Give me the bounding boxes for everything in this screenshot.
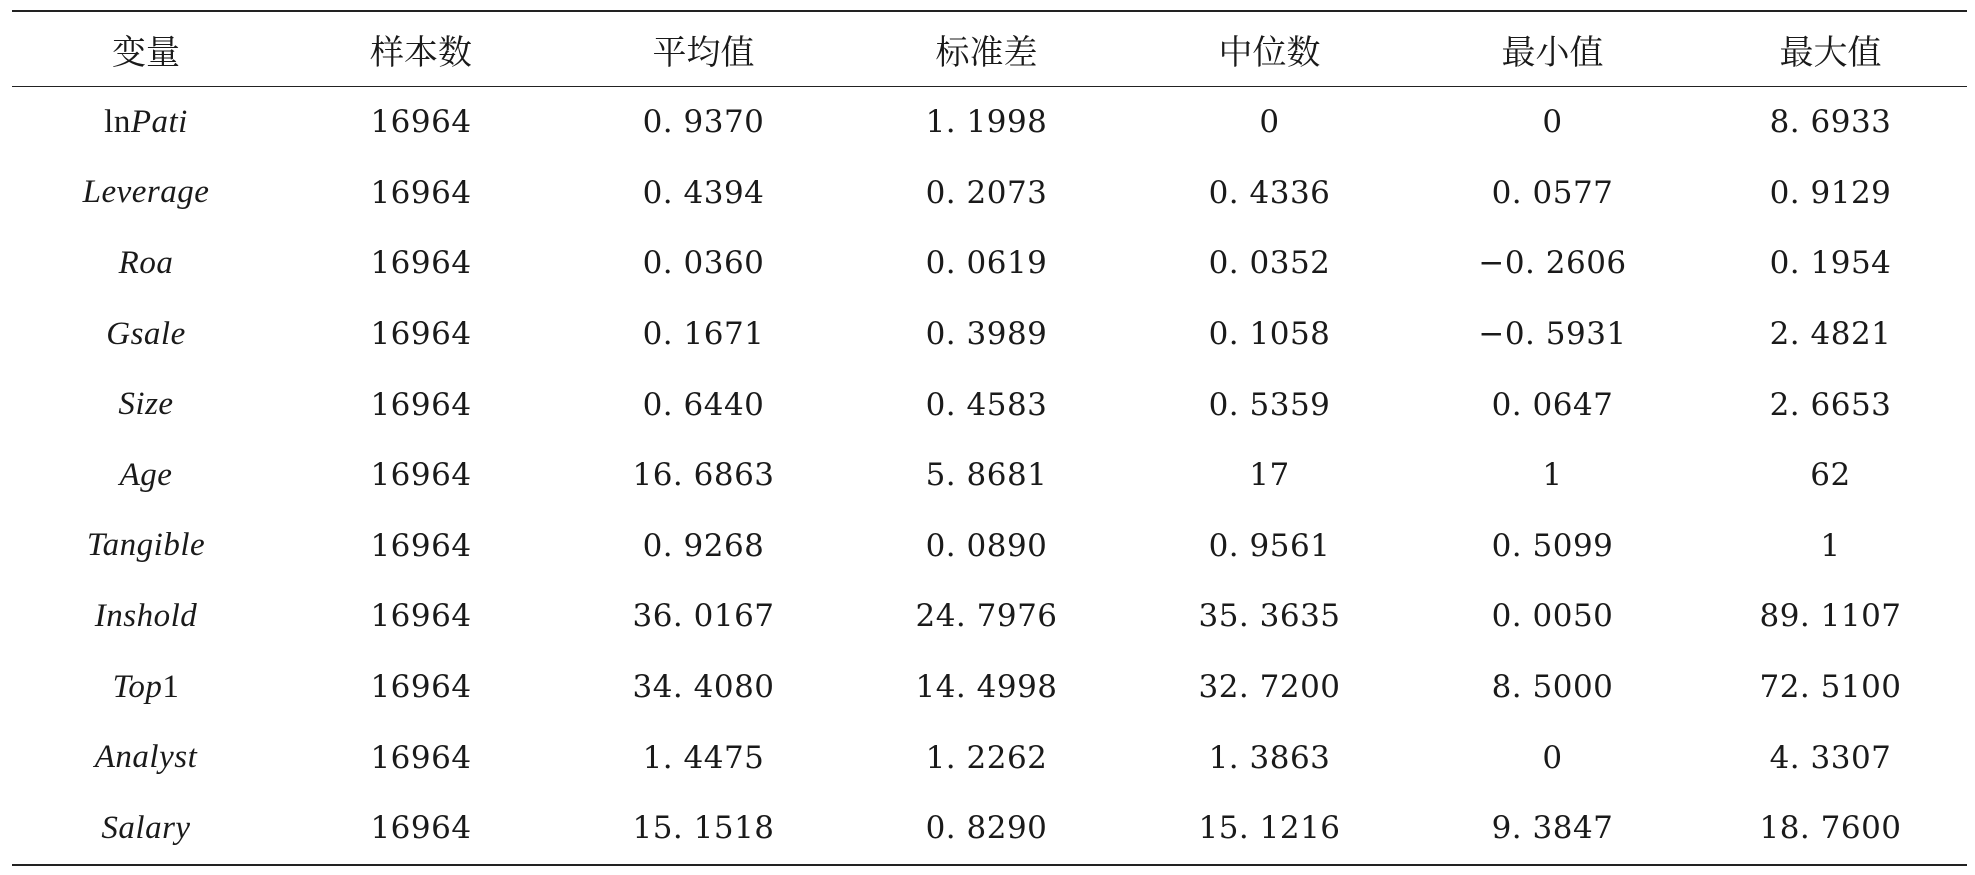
variable-name: Leverage xyxy=(82,174,210,211)
cell-std-dev: 24. 7976 xyxy=(915,598,1058,635)
cell-mean: 36. 0167 xyxy=(632,598,775,635)
cell-median: 0. 9561 xyxy=(1208,527,1331,564)
cell-mean: 0. 1671 xyxy=(642,316,765,353)
cell-median: 1. 3863 xyxy=(1208,739,1331,776)
cell-sample-count: 16964 xyxy=(370,104,472,141)
table-row xyxy=(12,369,1967,440)
cell-sample-count: 16964 xyxy=(370,810,472,847)
cell-max: 0. 1954 xyxy=(1769,245,1892,282)
cell-sample-count: 16964 xyxy=(370,386,472,423)
header-max: 最大值 xyxy=(1779,32,1882,73)
cell-min: 9. 3847 xyxy=(1491,810,1614,847)
variable-name: Pati xyxy=(130,103,188,140)
cell-median: 0. 0352 xyxy=(1208,245,1331,282)
cell-median: 32. 7200 xyxy=(1198,669,1341,706)
cell-median: 0 xyxy=(1259,104,1280,141)
cell-std-dev: 0. 4583 xyxy=(925,386,1048,423)
variable-name: Gsale xyxy=(106,315,186,352)
cell-min: 0. 0050 xyxy=(1491,598,1614,635)
cell-sample-count: 16964 xyxy=(370,739,472,776)
cell-std-dev: 0. 3989 xyxy=(925,316,1048,353)
cell-median: 0. 1058 xyxy=(1208,316,1331,353)
cell-sample-count: 16964 xyxy=(370,527,472,564)
cell-min: −0. 5931 xyxy=(1478,316,1627,353)
cell-min: 0 xyxy=(1542,739,1563,776)
table-row xyxy=(12,299,1967,370)
variable-name: Age xyxy=(119,456,173,493)
table-row xyxy=(12,793,1967,865)
header-row xyxy=(12,11,1967,87)
table-row xyxy=(12,158,1967,229)
cell-min: 0. 5099 xyxy=(1491,527,1614,564)
cell-sample-count: 16964 xyxy=(370,174,472,211)
variable-name: Tangible xyxy=(86,527,206,564)
cell-variable xyxy=(12,158,280,229)
cell-max: 89. 1107 xyxy=(1759,598,1902,635)
table-row xyxy=(12,722,1967,793)
cell-variable xyxy=(12,87,280,158)
variable-name: Inshold xyxy=(94,597,198,634)
cell-variable xyxy=(12,369,280,440)
cell-median: 0. 5359 xyxy=(1208,386,1331,423)
table-body xyxy=(12,87,1967,865)
cell-mean: 0. 9268 xyxy=(642,527,765,564)
table-row xyxy=(12,652,1967,723)
cell-max: 0. 9129 xyxy=(1769,174,1892,211)
header-min: 最小值 xyxy=(1501,32,1604,73)
cell-std-dev: 1. 2262 xyxy=(925,739,1048,776)
cell-max: 62 xyxy=(1810,457,1851,494)
header-median: 中位数 xyxy=(1218,32,1321,73)
cell-min: 1 xyxy=(1542,457,1563,494)
cell-mean: 0. 0360 xyxy=(642,245,765,282)
cell-mean: 0. 9370 xyxy=(642,104,765,141)
cell-sample-count: 16964 xyxy=(370,457,472,494)
cell-variable xyxy=(12,228,280,299)
variable-prefix: ln xyxy=(104,103,131,140)
header-std-dev: 标准差 xyxy=(935,32,1038,73)
cell-std-dev: 1. 1998 xyxy=(925,104,1048,141)
table-header xyxy=(12,11,1967,87)
cell-median: 17 xyxy=(1249,457,1290,494)
variable-name: Top xyxy=(112,668,163,705)
cell-variable xyxy=(12,793,280,865)
cell-std-dev: 5. 8681 xyxy=(925,457,1048,494)
cell-median: 35. 3635 xyxy=(1198,598,1341,635)
cell-std-dev: 0. 2073 xyxy=(925,174,1048,211)
variable-name: Size xyxy=(118,386,174,423)
cell-min: 0. 0647 xyxy=(1491,386,1614,423)
cell-mean: 0. 4394 xyxy=(642,174,765,211)
cell-max: 2. 6653 xyxy=(1769,386,1892,423)
cell-sample-count: 16964 xyxy=(370,598,472,635)
table-row xyxy=(12,228,1967,299)
cell-max: 4. 3307 xyxy=(1769,739,1892,776)
table-row xyxy=(12,511,1967,582)
cell-mean: 0. 6440 xyxy=(642,386,765,423)
cell-sample-count: 16964 xyxy=(370,245,472,282)
cell-max: 18. 7600 xyxy=(1759,810,1902,847)
table-row xyxy=(12,440,1967,511)
cell-max: 2. 4821 xyxy=(1769,316,1892,353)
cell-variable xyxy=(12,722,280,793)
header-mean: 平均值 xyxy=(652,32,755,73)
cell-min: −0. 2606 xyxy=(1478,245,1627,282)
cell-max: 72. 5100 xyxy=(1759,669,1902,706)
cell-sample-count: 16964 xyxy=(370,669,472,706)
descriptive-statistics-table-container xyxy=(12,10,1967,866)
cell-std-dev: 14. 4998 xyxy=(915,669,1058,706)
cell-std-dev: 0. 8290 xyxy=(925,810,1048,847)
cell-max: 8. 6933 xyxy=(1769,104,1892,141)
cell-mean: 15. 1518 xyxy=(632,810,775,847)
cell-median: 0. 4336 xyxy=(1208,174,1331,211)
cell-sample-count: 16964 xyxy=(370,316,472,353)
cell-variable xyxy=(12,652,280,723)
header-sample-count: 样本数 xyxy=(370,32,472,73)
variable-name: Analyst xyxy=(94,739,198,776)
variable-name: Salary xyxy=(101,809,191,846)
table-row xyxy=(12,581,1967,652)
cell-variable xyxy=(12,299,280,370)
table-row xyxy=(12,87,1967,158)
cell-min: 0. 0577 xyxy=(1491,174,1614,211)
header-variable: 变量 xyxy=(112,32,180,73)
cell-std-dev: 0. 0619 xyxy=(925,245,1048,282)
cell-mean: 34. 4080 xyxy=(632,669,775,706)
variable-name: Roa xyxy=(118,244,174,281)
cell-mean: 16. 6863 xyxy=(632,457,775,494)
cell-max: 1 xyxy=(1820,527,1841,564)
variable-suffix: 1 xyxy=(162,668,180,705)
cell-variable xyxy=(12,440,280,511)
cell-std-dev: 0. 0890 xyxy=(925,527,1048,564)
descriptive-statistics-table xyxy=(12,10,1967,866)
cell-variable xyxy=(12,511,280,582)
cell-median: 15. 1216 xyxy=(1198,810,1341,847)
cell-min: 8. 5000 xyxy=(1491,669,1614,706)
cell-variable xyxy=(12,581,280,652)
cell-min: 0 xyxy=(1542,104,1563,141)
cell-mean: 1. 4475 xyxy=(642,739,765,776)
